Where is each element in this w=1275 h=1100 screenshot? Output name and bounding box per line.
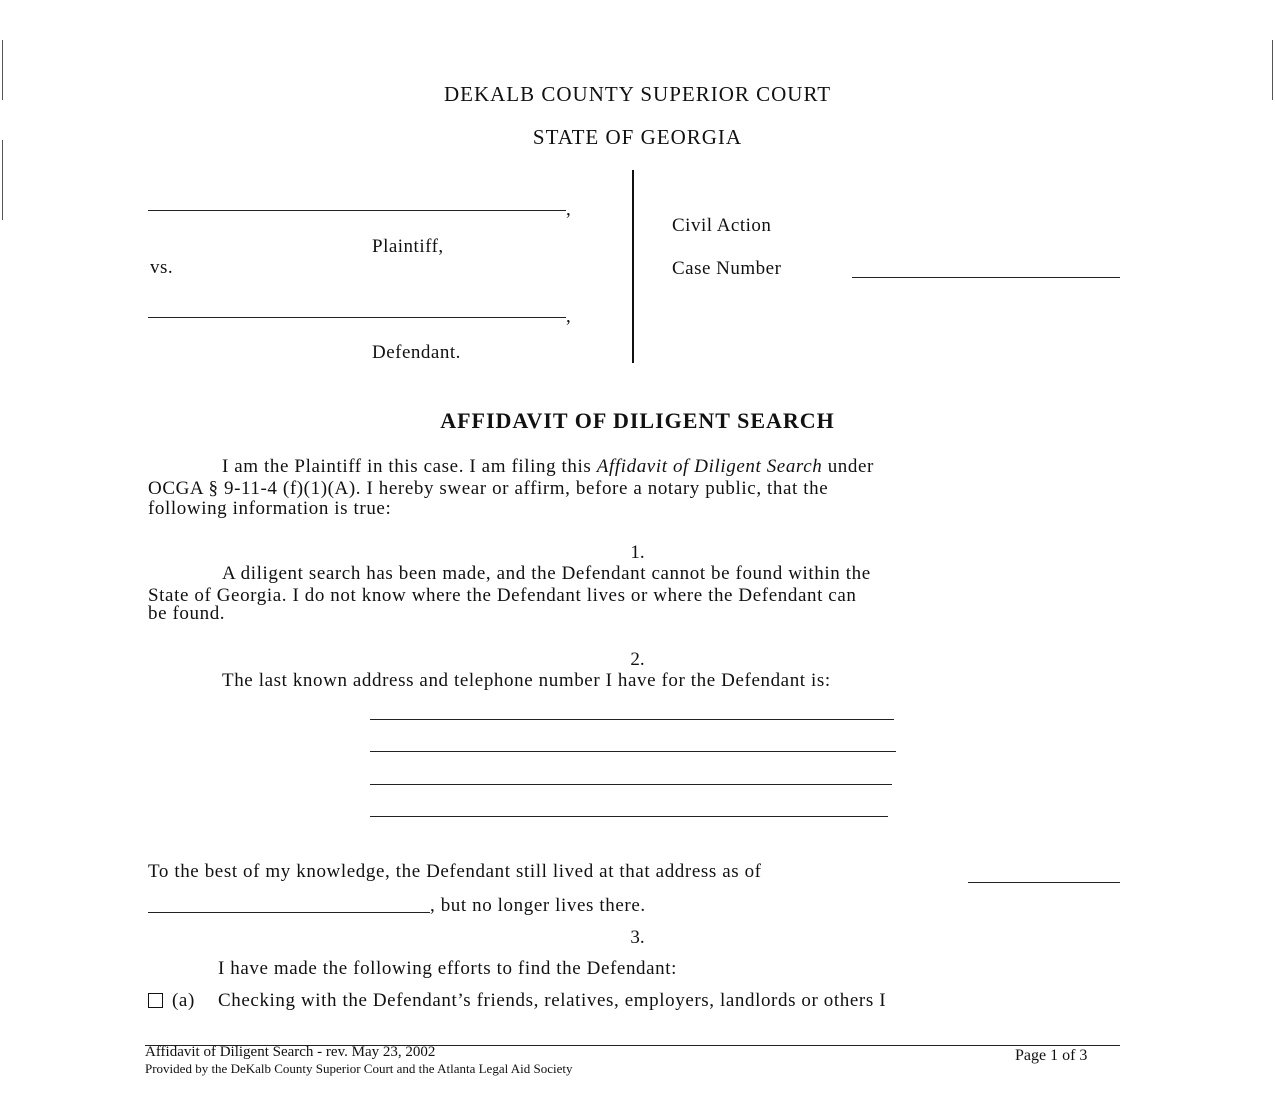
intro-line-3: following information is true: (148, 498, 392, 519)
item-a-checkbox[interactable] (148, 993, 163, 1008)
civil-action-label: Civil Action (672, 215, 772, 236)
defendant-name-line[interactable] (148, 317, 566, 318)
case-number-field[interactable] (852, 277, 1120, 278)
state-name: STATE OF GEORGIA (532, 125, 743, 149)
address-line-2[interactable] (370, 751, 896, 752)
item-a-text: Checking with the Defendant’s friends, relatives, employers, landlords or others I (218, 990, 887, 1011)
section-1-line-3: be found. (148, 603, 226, 624)
section-3-line-1: I have made the following efforts to find the Defendant: (218, 958, 678, 979)
vs-label: vs. (150, 257, 174, 278)
caption-divider (632, 170, 634, 363)
plaintiff-label: Plaintiff, (372, 236, 444, 257)
address-line-3[interactable] (370, 784, 892, 785)
address-line-1[interactable] (370, 719, 894, 720)
defendant-comma: , (566, 306, 572, 327)
intro-line-2: OCGA § 9-11-4 (f)(1)(A). I hereby swear or affirm, before a notary public, that the (148, 478, 829, 499)
section-2-line-1: The last known address and telephone number I have for the Defendant is: (222, 670, 831, 691)
document-title: AFFIDAVIT OF DILIGENT SEARCH (440, 408, 835, 433)
date-field-part-1[interactable] (968, 882, 1120, 883)
plaintiff-comma: , (566, 199, 572, 220)
plaintiff-name-line[interactable] (148, 210, 566, 211)
case-number-label: Case Number (672, 258, 782, 279)
scan-artifact (2, 140, 3, 220)
defendant-label: Defendant. (372, 342, 461, 363)
footer-form-name: Affidavit of Diligent Search - rev. May 23, 2002 (145, 1044, 436, 1060)
intro-line-1: I am the Plaintiff in this case. I am filing this Affidavit of Diligent Search under (222, 456, 874, 477)
knowledge-line-2: , but no longer lives there. (430, 895, 646, 916)
court-name: DEKALB COUNTY SUPERIOR COURT (443, 82, 832, 106)
section-1-number: 1. (630, 542, 645, 563)
telephone-line[interactable] (370, 816, 888, 817)
section-3-number: 3. (630, 927, 645, 948)
section-1-line-1: A diligent search has been made, and the Defendant cannot be found within the (222, 563, 871, 584)
footer-provided-by: Provided by the DeKalb County Superior Court and the Atlanta Legal Aid Society (145, 1061, 573, 1076)
section-1-line-2: State of Georgia. I do not know where the Defendant lives or where the Defendant can (148, 585, 857, 606)
knowledge-line-1: To the best of my knowledge, the Defendant still lived at that address as of (148, 861, 762, 882)
item-a-label: (a) (172, 990, 195, 1011)
date-field-part-2[interactable] (148, 912, 430, 913)
page-number: Page 1 of 3 (1015, 1047, 1088, 1064)
section-2-number: 2. (630, 649, 645, 670)
affidavit-title-italic: Affidavit of Diligent Search (596, 456, 823, 477)
